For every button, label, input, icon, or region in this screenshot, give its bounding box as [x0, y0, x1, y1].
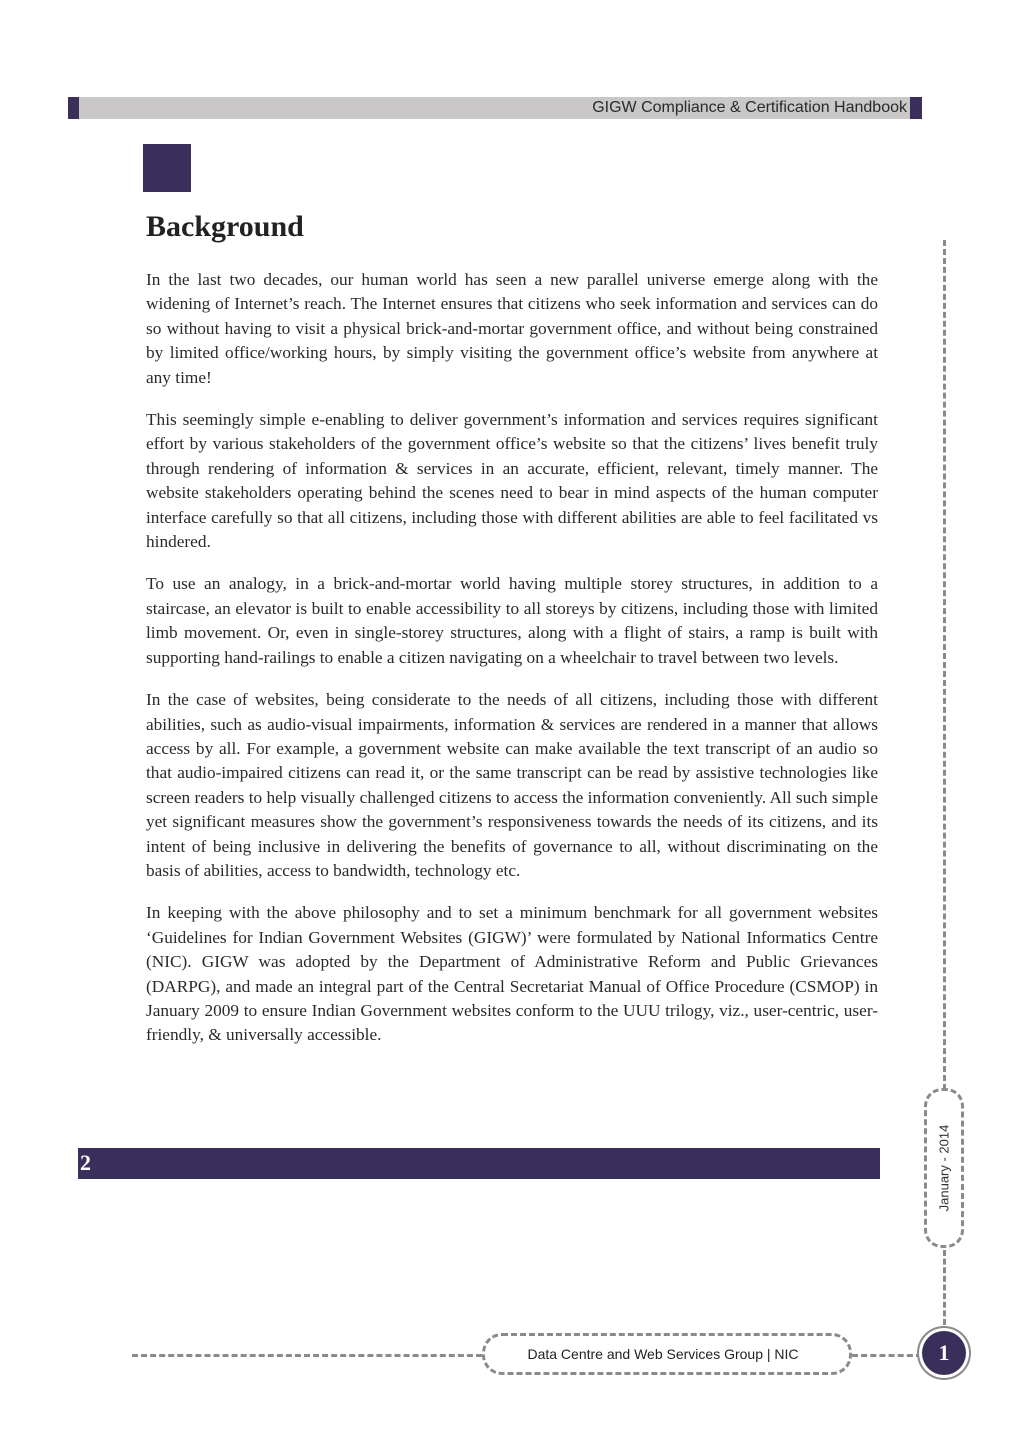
page-number: 1	[938, 1340, 950, 1365]
paragraph: This seemingly simple e-enabling to deliver government’s information and services requires significant effort by various stakeholders of the government office’s website so that the citizens’ lives benefit truly through rendering of information & services in an accurate, efficient, relevant, timely manner. The website stakeholders operating behind the scenes need to bear in mind aspects of the human computer interface carefully so that all citizens, including those with different abilities are able to feel facilitated vs hindered.	[146, 410, 878, 552]
horizontal-dotted-line	[132, 1354, 482, 1357]
section-heading: Background	[146, 210, 304, 243]
body-text	[146, 268, 878, 1066]
paragraph: To use an analogy, in a brick-and-mortar world having multiple storey structures, in addition to a staircase, an elevator is built to enable accessibility to all storeys by citizens, including those with limited limb movement. Or, even in single-storey structures, along with a flight of stairs, a ramp is built with supporting hand-railings to enable a citizen navigating on a wheelchair to travel between two levels.	[146, 574, 878, 667]
vertical-dotted-line-lower	[943, 1250, 946, 1325]
header-title: GIGW Compliance & Certification Handbook	[592, 99, 907, 116]
section-marker-square	[143, 144, 191, 192]
inner-page-number: 2	[80, 1150, 91, 1175]
paragraph: In the case of websites, being considerate to the needs of all citizens, including those with different abilities, such as audio-visual impairments, information & services are rendered in a manner that allows access by all. For example, a government website can make available the text transcript of an audio so that audio-impaired citizens can read it, or the same transcript can be read by assistive technologies like screen readers to help visually challenged citizens to access the information conveniently. All such simple yet significant measures show the government’s responsiveness towards the needs of its citizens, and its intent of being inclusive in delivering the benefits of governance to all, without discriminating on the basis of abilities, access to bandwidth, technology etc.	[146, 690, 878, 880]
inner-page-bar	[78, 1148, 880, 1179]
header-right-cap	[910, 97, 922, 119]
paragraph: In keeping with the above philosophy and to set a minimum benchmark for all government websites ‘Guidelines for Indian Government Websites (GIGW)’ were formulated by National Informatics Centre (NIC). GIGW was adopted by the Department of Administrative Reform and Public Grievances (DARPG), and made an integral part of the Central Secretariat Manual of Office Procedure (CSMOP) in January 2009 to ensure Indian Government websites conform to the UUU trilogy, viz., user-centric, user-friendly, & universally accessible.	[146, 903, 878, 1045]
paragraph: In the last two decades, our human world has seen a new parallel universe emerge along with the widening of Internet’s reach. The Internet ensures that citizens who seek information and services can do so without having to visit a physical brick-and-mortar government office, and without being constrained by limited office/working hours, by simply visiting the government office’s website from anywhere at any time!	[146, 270, 878, 387]
date-label: January - 2014	[936, 1124, 952, 1212]
header-left-cap	[68, 97, 79, 119]
vertical-dotted-line	[943, 240, 946, 1090]
horizontal-dotted-line-right	[852, 1354, 922, 1357]
footer-label: Data Centre and Web Services Group | NIC	[527, 1346, 799, 1362]
